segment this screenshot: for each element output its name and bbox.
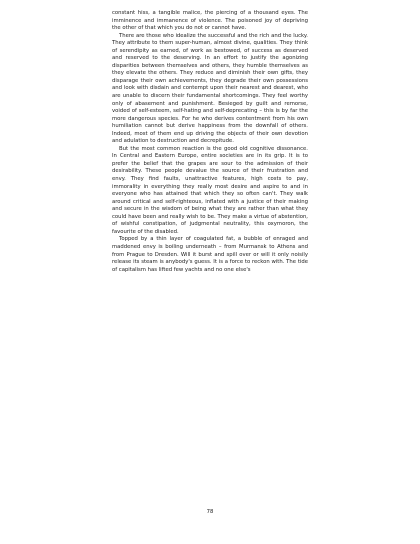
paragraph: Topped by a thin layer of coagulated fat, a bubble of enraged and maddened envy is boiling underneath – from Murmansk to Athens and from Prague to Dresden. Will it burst and spill over or will it only noisily release its steam is anybody's guess. It is a force to reckon with. The tide of capitalism has lifted few yachts and no one else's <box>112 236 308 273</box>
page-number: 78 <box>206 509 214 515</box>
paragraph: There are those who idealize the successful and the rich and the lucky. They attribute to them super-human, almost divine, qualities. They think of serendipity as earned, of work as bestowed, of success as deserved and reserved to the deserving. In an effort to justify the agonizing disparities between themselves and others, they humble themselves as they elevate the others. They reduce and diminish their own gifts, they disparage their own achievements, they degrade their own possessions and look with disdain and contempt upon their nearest and dearest, who are unable to discern their fundamental shortcomings. They feel worthy only of abasement and punishment. Besieged by guilt and remorse, voided of self-esteem, self-hating and self-deprecating – this is by far the more dangerous species. For he who derives contentment from his own humiliation cannot but derive happiness from the downfall of others. Indeed, most of them end up driving the objects of their own devotion and adulation to destruction and decrepitude. <box>112 32 308 145</box>
paragraph-continued: constant hiss, a tangible malice, the piercing of a thousand eyes. The imminence and immanence of violence. The poisoned joy of depriving the other of that which you do not or cannot have. <box>112 10 308 32</box>
paragraph: But the most common reaction is the good old cognitive dissonance. In Central and Eastern Europe, entire societies are in its grip. It is to prefer the belief that the grapes are sour to the admission of their desirability. These people devalue the source of their frustration and envy. They find faults, unattractive features, high costs to pay, immorality in everything they really most desire and aspire to and in everyone who has attained that which they so often can't. They walk around critical and self-righteous, inflated with a justice of their making and secure in the wisdom of being what they are rather than what they could have been and really wish to be. They make a virtue of abstention, of wishful constipation, of judgmental neutrality, this oxymoron, the favourite of the disabled. <box>112 145 308 235</box>
body-text <box>112 10 308 274</box>
